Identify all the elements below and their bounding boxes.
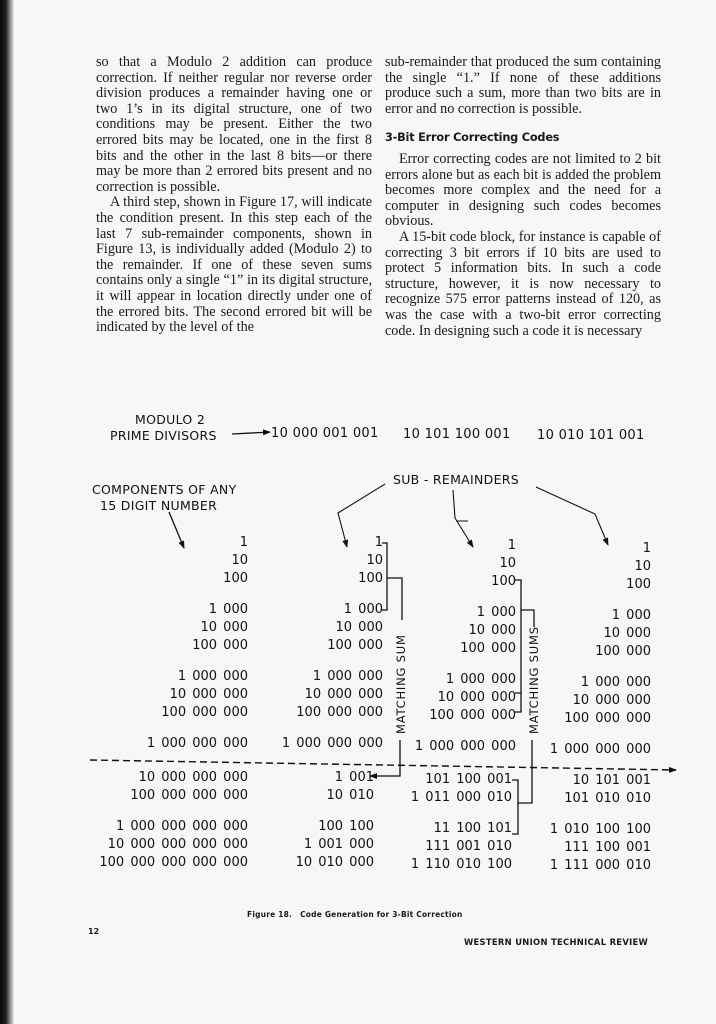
figure-value-divisor-3: 111 100 001 [564, 840, 651, 855]
journal-name: WESTERN UNION TECHNICAL REVIEW [464, 937, 649, 947]
components-pointer-arrow [169, 512, 184, 548]
figure-value-components: 1 000 000 [177, 669, 248, 684]
divisor-value: 10 000 001 001 [271, 426, 379, 441]
figure-value-divisor-3: 101 010 010 [564, 791, 651, 806]
figure-value-divisor-2: 111 001 010 [425, 838, 512, 854]
figure-value-divisor-3: 1 000 000 [580, 675, 651, 690]
caption-number: Figure 18. [247, 910, 293, 919]
figure-value-divisor-3: 10 000 000 [572, 693, 651, 708]
figure-value-divisor-3: 1 [642, 541, 651, 556]
figure-value-divisor-1: 10 010 [326, 788, 374, 803]
figure-value-divisor-3: 10 101 001 [572, 773, 651, 788]
figure-value-divisor-2: 10 000 [468, 623, 516, 638]
figure-value-components: 1 000 000 000 000 [115, 819, 248, 834]
paragraph: so that a Modulo 2 addition can produce correction. If neither regular nor reverse order division produces a remainder having one or two 1’s in its digital structure, one of two conditions may be present. Either the two errored bits may be located, one in the first 8 bits and the other in the last 8 bits—or there may be more than 2 errored bits present and no correction is possible. [96, 54, 372, 195]
figure-value-divisor-2: 100 [491, 574, 516, 589]
matching-sum-bracket [381, 543, 402, 620]
figure-value-divisor-3: 100 [626, 577, 651, 592]
figure-value-divisor-1: 1 001 000 [303, 837, 374, 852]
figure-value-components: 100 000 000 [161, 705, 248, 720]
figure-value-divisor-1: 1 [374, 535, 383, 550]
figure-value-components: 10 000 000 000 [138, 770, 248, 785]
figure-value-divisor-1: 1 000 000 [312, 669, 383, 684]
figure-value-divisor-1: 10 000 [335, 620, 383, 635]
paragraph-continuation: sub-remainder that produced the sum containing the single “1.” If none of these additions produce such a sum, more than two bits are in error and no correction is possible. [385, 54, 661, 117]
figure-value-divisor-3: 1 000 000 000 [549, 742, 651, 757]
figure-value-divisor-3: 1 010 100 100 [549, 822, 651, 837]
figure-value-divisor-2: 10 [499, 556, 516, 571]
figure-value-divisor-2: 1 000 000 000 [414, 739, 516, 754]
figure-value-divisor-1: 100 000 [327, 638, 383, 653]
section-heading: 3-Bit Error Correcting Codes [385, 131, 560, 145]
figure-value-components: 10 000 000 000 000 [107, 837, 248, 852]
components-label-line1: COMPONENTS OF ANY [92, 482, 237, 497]
figure-value-components: 10 [231, 553, 248, 568]
divisor-value: 10 101 100 001 [403, 427, 511, 442]
figure-value-divisor-2: 11 100 101 [433, 820, 512, 836]
subremainder-pointer-3 [536, 487, 608, 545]
matching-sum-label: MATCHING SUM [394, 634, 408, 734]
figure-value-divisor-1: 1 000 000 000 [281, 736, 383, 751]
divisor-value: 10 010 101 001 [537, 428, 645, 443]
figure-value-divisor-2: 10 000 000 [437, 690, 516, 705]
figure-value-divisor-1: 1 000 [343, 602, 383, 617]
figure-value-divisor-1: 100 100 [318, 819, 374, 834]
page-number: 12 [88, 927, 100, 936]
figure-value-divisor-2: 101 100 001 [425, 771, 512, 787]
figure-value-divisor-3: 1 000 [611, 608, 651, 623]
figure-value-components: 100 [223, 571, 248, 586]
figure-value-divisor-2: 100 000 [460, 641, 516, 656]
figure-value-divisor-2: 1 110 010 100 [410, 856, 512, 872]
subremainders-label: SUB - REMAINDERS [393, 472, 520, 487]
figure-value-components: 100 000 000 000 000 [99, 855, 248, 870]
divisors-arrow [232, 432, 270, 434]
figure-value-components: 1 000 [208, 602, 248, 617]
paragraph: A third step, shown in Figure 17, will indicate the condition present. In this step each of the last 7 sub-remainder components, shown in Figure 13, is individually added (Modulo 2) to the remainder. If one of these seven sums contains only a single “1” in its digital structure, it will appear in location directly under one of the errored bits. The second errored bit will be indicated by the level of the [96, 194, 372, 336]
matching-sums-label: MATCHING SUMS [527, 626, 541, 734]
subremainder-pointer-2 [453, 490, 473, 547]
figure-value-divisor-2: 100 000 000 [429, 708, 516, 723]
figure-value-divisor-3: 10 000 [603, 626, 651, 641]
dashed-separator [90, 760, 676, 770]
figure-value-divisor-2: 1 000 [476, 605, 516, 620]
paragraph: A 15-bit code block, for instance is capable of correcting 3 bit errors if 10 bits are used to protect 5 information bits. In such a code structure, however, it is now necessary to recognize 575 error patterns instead of 120, as was the case with a two-bit error correcting code. In designing such a code it is necessary [385, 228, 661, 339]
figure-value-divisor-1: 1 001 [334, 770, 374, 785]
figure-value-divisor-1: 100 000 000 [296, 705, 383, 720]
caption-title: Code Generation for 3-Bit Correction [300, 910, 463, 919]
figure-value-divisor-3: 100 000 [595, 644, 651, 659]
figure-caption [247, 910, 462, 919]
figure-value-components: 10 000 000 [169, 687, 248, 702]
figure-value-components: 100 000 [192, 638, 248, 653]
paragraph: Error correcting codes are not limited to 2 bit errors alone but as each bit is added the problem becomes more complex and the need for a computer in designing such codes becomes obvious. [385, 150, 661, 230]
figure-value-divisor-2: 1 011 000 010 [410, 789, 512, 805]
figure-value-components: 1 [239, 535, 248, 550]
figure-value-divisor-1: 10 010 000 [295, 855, 374, 870]
figure-value-components: 10 000 [200, 620, 248, 635]
figure-value-divisor-1: 100 [358, 571, 383, 586]
figure-value-divisor-1: 10 000 000 [304, 687, 383, 702]
figure-value-divisor-2: 1 000 000 [445, 672, 516, 687]
divisors-label-line2: PRIME DIVISORS [110, 428, 217, 443]
matching-sums-return [512, 740, 532, 834]
figure-value-divisor-3: 1 111 000 010 [549, 858, 651, 873]
figure-value-components: 1 000 000 000 [146, 736, 248, 751]
figure-value-components: 100 000 000 000 [130, 788, 248, 803]
components-label-line2: 15 DIGIT NUMBER [100, 498, 218, 513]
figure-value-divisor-3: 100 000 000 [564, 711, 651, 726]
divisors-label-line1: MODULO 2 [135, 412, 206, 427]
figure-value-divisor-3: 10 [634, 559, 651, 574]
figure-value-divisor-2: 1 [507, 538, 516, 553]
figure-value-divisor-1: 10 [366, 553, 383, 568]
